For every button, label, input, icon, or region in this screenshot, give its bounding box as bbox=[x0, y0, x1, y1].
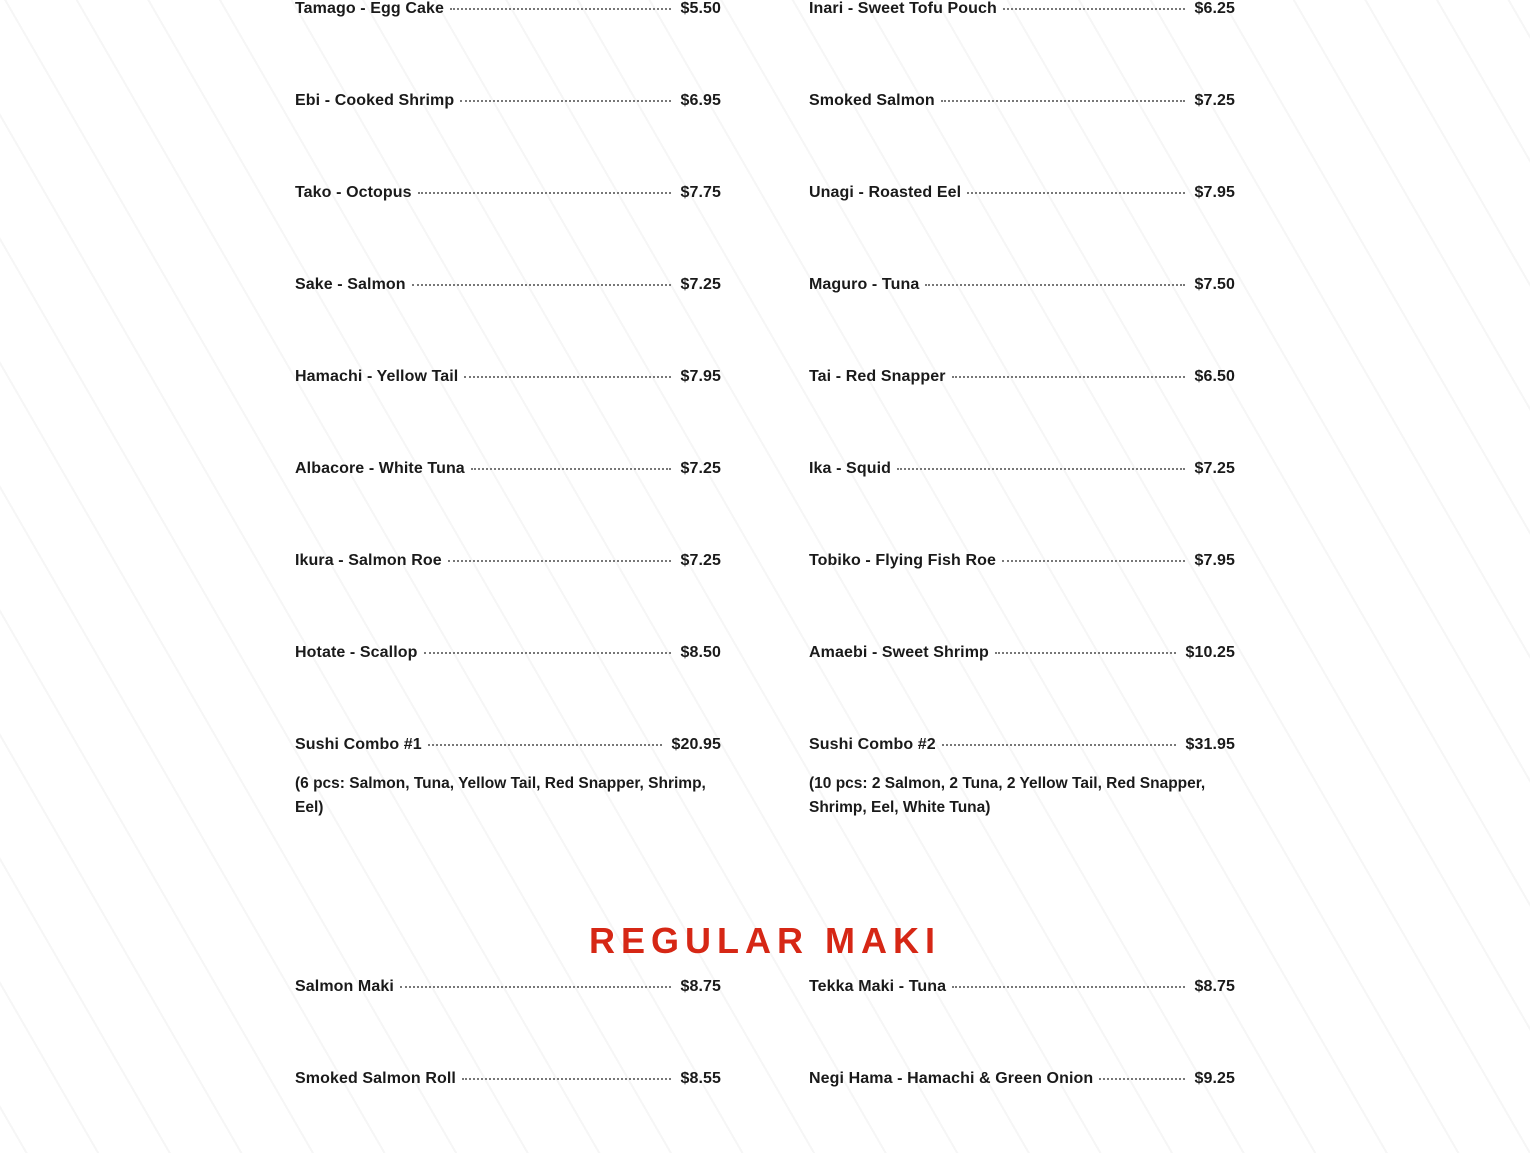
item-name: Salmon Maki bbox=[295, 978, 394, 995]
item-name: Inari - Sweet Tofu Pouch bbox=[809, 0, 997, 17]
item-price: $10.25 bbox=[1185, 644, 1235, 661]
dot-leader bbox=[412, 284, 672, 286]
item-price: $7.25 bbox=[1194, 92, 1235, 109]
menu-item bbox=[295, 368, 721, 390]
menu-item-combo bbox=[809, 736, 1235, 820]
item-name: Tobiko - Flying Fish Roe bbox=[809, 552, 996, 569]
menu-item bbox=[809, 276, 1235, 298]
menu-item bbox=[295, 978, 721, 1000]
dot-leader bbox=[941, 100, 1186, 102]
item-name: Smoked Salmon bbox=[809, 92, 935, 109]
dot-leader bbox=[400, 986, 672, 988]
item-name: Tai - Red Snapper bbox=[809, 368, 946, 385]
item-name: Smoked Salmon Roll bbox=[295, 1070, 456, 1087]
item-price: $6.95 bbox=[680, 92, 721, 109]
menu-item bbox=[809, 644, 1235, 666]
item-description: (6 pcs: Salmon, Tuna, Yellow Tail, Red Snapper, Shrimp, Eel) bbox=[295, 775, 706, 816]
item-name: Ebi - Cooked Shrimp bbox=[295, 92, 455, 109]
item-price: $7.95 bbox=[1194, 184, 1235, 201]
dot-leader bbox=[428, 744, 663, 746]
item-description: (10 pcs: 2 Salmon, 2 Tuna, 2 Yellow Tail, Red Snapper, Shrimp, Eel, White Tuna) bbox=[809, 775, 1206, 816]
item-price: $7.75 bbox=[680, 184, 721, 201]
item-name: Tako - Octopus bbox=[295, 184, 412, 201]
dot-leader bbox=[462, 1078, 672, 1080]
menu-item bbox=[295, 0, 721, 22]
menu-item bbox=[809, 1070, 1235, 1092]
item-price: $8.75 bbox=[680, 978, 721, 995]
menu-item bbox=[295, 1070, 721, 1092]
menu-item bbox=[809, 0, 1235, 22]
dot-leader bbox=[418, 192, 672, 194]
item-name: Sushi Combo #1 bbox=[295, 736, 422, 753]
menu-item bbox=[295, 552, 721, 574]
menu-item bbox=[295, 92, 721, 114]
dot-leader bbox=[448, 560, 672, 562]
item-price: $7.25 bbox=[680, 276, 721, 293]
item-name: Maguro - Tuna bbox=[809, 276, 920, 293]
dot-leader bbox=[995, 652, 1177, 654]
item-price: $7.25 bbox=[680, 460, 721, 477]
item-name: Unagi - Roasted Eel bbox=[809, 184, 962, 201]
menu-item bbox=[295, 184, 721, 206]
item-price: $5.50 bbox=[680, 0, 721, 17]
item-price: $7.25 bbox=[1194, 460, 1235, 477]
menu-item bbox=[295, 460, 721, 482]
menu-item bbox=[809, 368, 1235, 390]
menu-item bbox=[809, 552, 1235, 574]
item-name: Hamachi - Yellow Tail bbox=[295, 368, 459, 385]
item-price: $6.25 bbox=[1194, 0, 1235, 17]
item-name: Tamago - Egg Cake bbox=[295, 0, 444, 17]
item-price: $9.25 bbox=[1194, 1070, 1235, 1087]
menu-item bbox=[809, 92, 1235, 114]
item-price: $7.95 bbox=[1194, 552, 1235, 569]
section-title-regular-maki: REGULAR MAKI bbox=[589, 920, 941, 961]
dot-leader bbox=[424, 652, 672, 654]
item-price: $7.50 bbox=[1194, 276, 1235, 293]
dot-leader bbox=[1002, 560, 1185, 562]
dot-leader bbox=[450, 8, 671, 10]
item-price: $7.95 bbox=[680, 368, 721, 385]
dot-leader bbox=[460, 100, 671, 102]
dot-leader bbox=[471, 468, 672, 470]
item-price: $8.55 bbox=[680, 1070, 721, 1087]
item-name: Albacore - White Tuna bbox=[295, 460, 465, 477]
dot-leader bbox=[1003, 8, 1186, 10]
item-price: $8.50 bbox=[680, 644, 721, 661]
dot-leader bbox=[967, 192, 1185, 194]
item-name: Amaebi - Sweet Shrimp bbox=[809, 644, 989, 661]
dot-leader bbox=[952, 986, 1185, 988]
item-name: Hotate - Scallop bbox=[295, 644, 418, 661]
menu-item-combo bbox=[295, 736, 721, 820]
item-price: $7.25 bbox=[680, 552, 721, 569]
item-name: Negi Hama - Hamachi & Green Onion bbox=[809, 1070, 1094, 1087]
menu-item bbox=[295, 276, 721, 298]
item-price: $8.75 bbox=[1194, 978, 1235, 995]
dot-leader bbox=[952, 376, 1186, 378]
menu-item bbox=[809, 460, 1235, 482]
dot-leader bbox=[464, 376, 671, 378]
item-name: Tekka Maki - Tuna bbox=[809, 978, 947, 995]
item-name: Ikura - Salmon Roe bbox=[295, 552, 442, 569]
dot-leader bbox=[897, 468, 1185, 470]
item-price: $20.95 bbox=[671, 736, 721, 753]
menu-item bbox=[809, 184, 1235, 206]
menu-item bbox=[809, 978, 1235, 1000]
dot-leader bbox=[925, 284, 1185, 286]
item-price: $6.50 bbox=[1194, 368, 1235, 385]
menu-item bbox=[295, 644, 721, 666]
item-price: $31.95 bbox=[1185, 736, 1235, 753]
item-name: Sushi Combo #2 bbox=[809, 736, 936, 753]
dot-leader bbox=[1099, 1078, 1185, 1080]
item-name: Ika - Squid bbox=[809, 460, 891, 477]
item-name: Sake - Salmon bbox=[295, 276, 406, 293]
dot-leader bbox=[942, 744, 1177, 746]
